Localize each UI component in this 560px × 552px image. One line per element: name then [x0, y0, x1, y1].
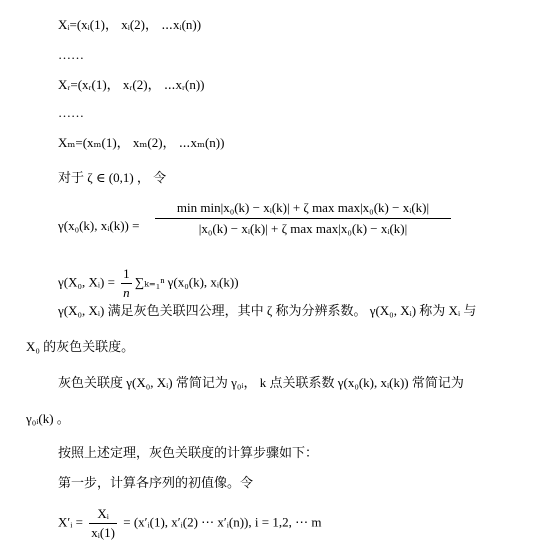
grade-fraction-den: n	[123, 285, 130, 300]
ellipsis: ……	[58, 47, 84, 62]
grade-formula	[58, 265, 239, 302]
grade-fraction	[121, 265, 132, 302]
sequence-x-r: Xᵣ=(xᵣ(1)， xᵣ(2)， ⋯xᵣ(n))	[58, 77, 205, 92]
paragraph-axioms: γ(X₀, Xᵢ) 满足灰色关联四公理，其中 ζ 称为分辨系数。 γ(X₀, Xᵢ) 称为 Xᵢ 与	[58, 303, 477, 318]
paragraph-step-one: 第一步，计算各序列的初值像。令	[58, 475, 254, 490]
paragraph-notation-cont: γ₀ᵢ(k) 。	[26, 411, 70, 426]
gamma-numerator: min min|x₀(k) − xᵢ(k)| + ζ max max|x₀(k) − xᵢ(k)|	[176, 200, 430, 215]
initial-image-lhs: X′ᵢ =	[58, 514, 83, 530]
ellipsis: ……	[58, 105, 84, 120]
initial-image-formula	[58, 505, 321, 542]
paragraph-axioms-cont: X₀ 的灰色关联度。	[26, 339, 135, 354]
initial-image-fraction	[89, 505, 117, 542]
initial-image-num: Xᵢ	[97, 506, 109, 521]
grade-lhs: γ(X₀, Xᵢ) =	[58, 274, 115, 290]
zeta-condition: 对于 ζ ∈ (0,1) ， 令	[58, 170, 167, 185]
sequence-x-m: Xₘ=(xₘ(1)， xₘ(2)， ⋯xₘ(n))	[58, 135, 225, 150]
gamma-denominator: |x₀(k) − xᵢ(k)| + ζ max max|x₀(k) − xᵢ(k)|	[155, 218, 451, 237]
initial-image-den: xᵢ(1)	[91, 525, 115, 540]
gamma-coefficient-fraction	[155, 200, 451, 237]
gamma-coefficient-lhs: γ(x₀(k), xᵢ(k)) =	[58, 218, 140, 233]
paragraph-steps: 按照上述定理，灰色关联度的计算步骤如下：	[58, 445, 319, 460]
sequence-x-i: Xᵢ=(xᵢ(1)， xᵢ(2)， ⋯xᵢ(n))	[58, 17, 202, 32]
grade-sum: ∑ₖ₌₁ⁿ γ(x₀(k), xᵢ(k))	[134, 274, 239, 290]
paragraph-notation: 灰色关联度 γ(X₀, Xᵢ) 常简记为 γ₀ᵢ， k 点关联系数 γ(x₀(k), xᵢ(k)) 常简记为	[58, 375, 464, 390]
grade-fraction-num: 1	[123, 266, 130, 281]
initial-image-rhs: = (x′ᵢ(1), x′ᵢ(2) ⋯ x′ᵢ(n)), i = 1,2, ⋯ m	[123, 514, 322, 530]
